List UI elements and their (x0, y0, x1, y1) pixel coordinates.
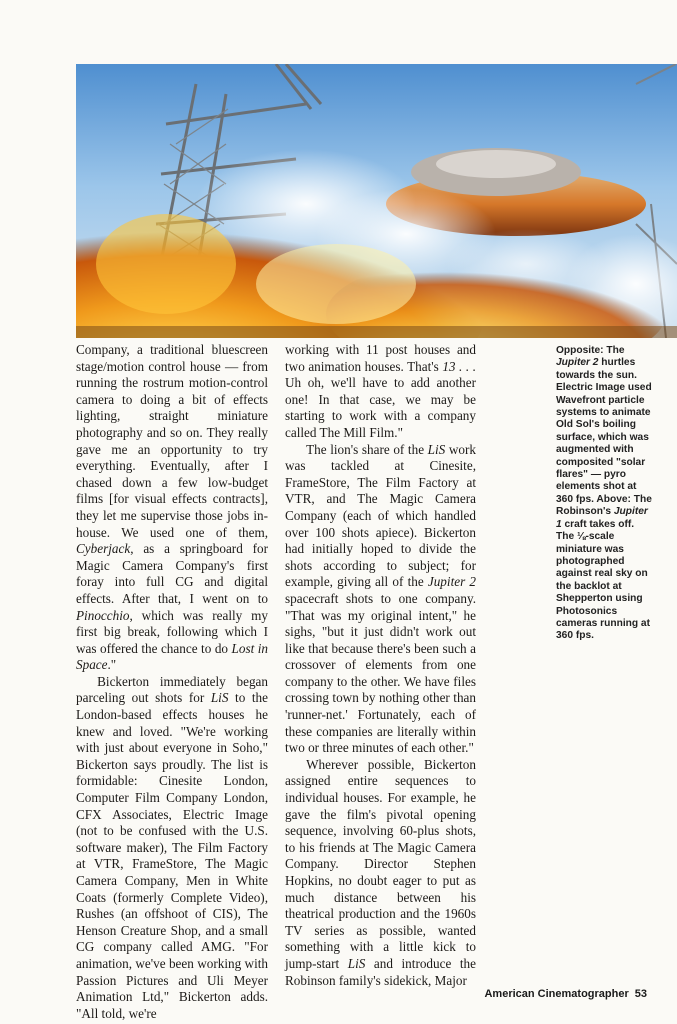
hero-photo (76, 64, 677, 338)
page-number: 53 (634, 988, 647, 1000)
photo-caption: Opposite: The Jupiter 2 hurtles towards the sun. Electric Image used Wavefront particle systems to animate Old Sol's boiling surface, which was augmented with composited "solar flares" — pyro elements shot at 360 fps. Above: The Robinson's Jupiter 1 craft takes off. The ⅛-scale miniature was photographed against real sky on the backlot at Shepperton using Photosonics cameras running at 360 fps. (556, 345, 652, 642)
paragraph: Bickerton immediately began parceling out shots for LiS to the London-based effects houses he knew and loved. "We're working with just about everyone in Soho," Bickerton says proudly. The list is formidable: Cinesite London, Computer Film Company London, CFX Associates, Electric Image (not to be confused with the U.S. software maker), The Film Factory at VTR, FrameStore, The Magic Camera Company, Men in White Coats (formerly Complete Video), Rushes (an offshoot of CIS), The Henson Creature Shop, and a small CG company called AMG. "For animation, we've been working with Passion Pictures and Uli Meyer Animation Ltd," Bickerton adds. "All told, we're (76, 673, 268, 1021)
paragraph: working with 11 post houses and two animation houses. That's 13 . . . Uh oh, we'll have to add another one! In that case, we may be starting to work with a company called The Mill Film." (285, 342, 477, 440)
paragraph: Company, a traditional bluescreen stage/motion control house — from running the rostrum motion-control camera to doing a bit of effects lighting, straight miniature photography and so on. They really gave me an opportunity to try everything. Eventually, after I chased down a few low-budget films [for visual effects contracts], they let me supervise those jobs in-house. We used one of them, Cyberjack, as a springboard for Magic Camera Company's first foray into full CG and digital effects. After that, I went on to Pinocchio, which was really my first big break, following which I was offered the chance to do Lost in Space." (76, 342, 268, 673)
page-footer (484, 988, 647, 1000)
body-column-1 (76, 342, 268, 1022)
paragraph: Wherever possible, Bickerton assigned entire sequences to individual houses. For example, he gave the film's pivotal opening sequence, involving 60-plus shots, to his friends at The Magic Camera Company. Director Stephen Hopkins, no doubt eager to put as much distance between his theatrical production and the 1960s TV series as possible, wanted something with a little kick to jump-start LiS and introduce the Robinson family's sidekick, Major (285, 756, 476, 988)
body-column-2 (285, 342, 476, 989)
jupiter-takeoff-image (76, 64, 677, 338)
publication-name: American Cinematographer (484, 988, 629, 1000)
paragraph: The lion's share of the LiS work was tackled at Cinesite, FrameStore, The Film Factory at VTR, and The Magic Camera Company (each of which handled over 100 shots apiece). Bickerton had initially hoped to divide the shots according to subject; for example, giving all of the Jupiter 2 spacecraft shots to one company. "That was my original intent," he sighs, "but it just didn't work out like that because there's been such a crossover of elements from one company to the other. We have files crossing town by nothing other than 'runner-net.' Fortunately, each of these companies are literally within two or three minutes of each other." (285, 441, 476, 756)
